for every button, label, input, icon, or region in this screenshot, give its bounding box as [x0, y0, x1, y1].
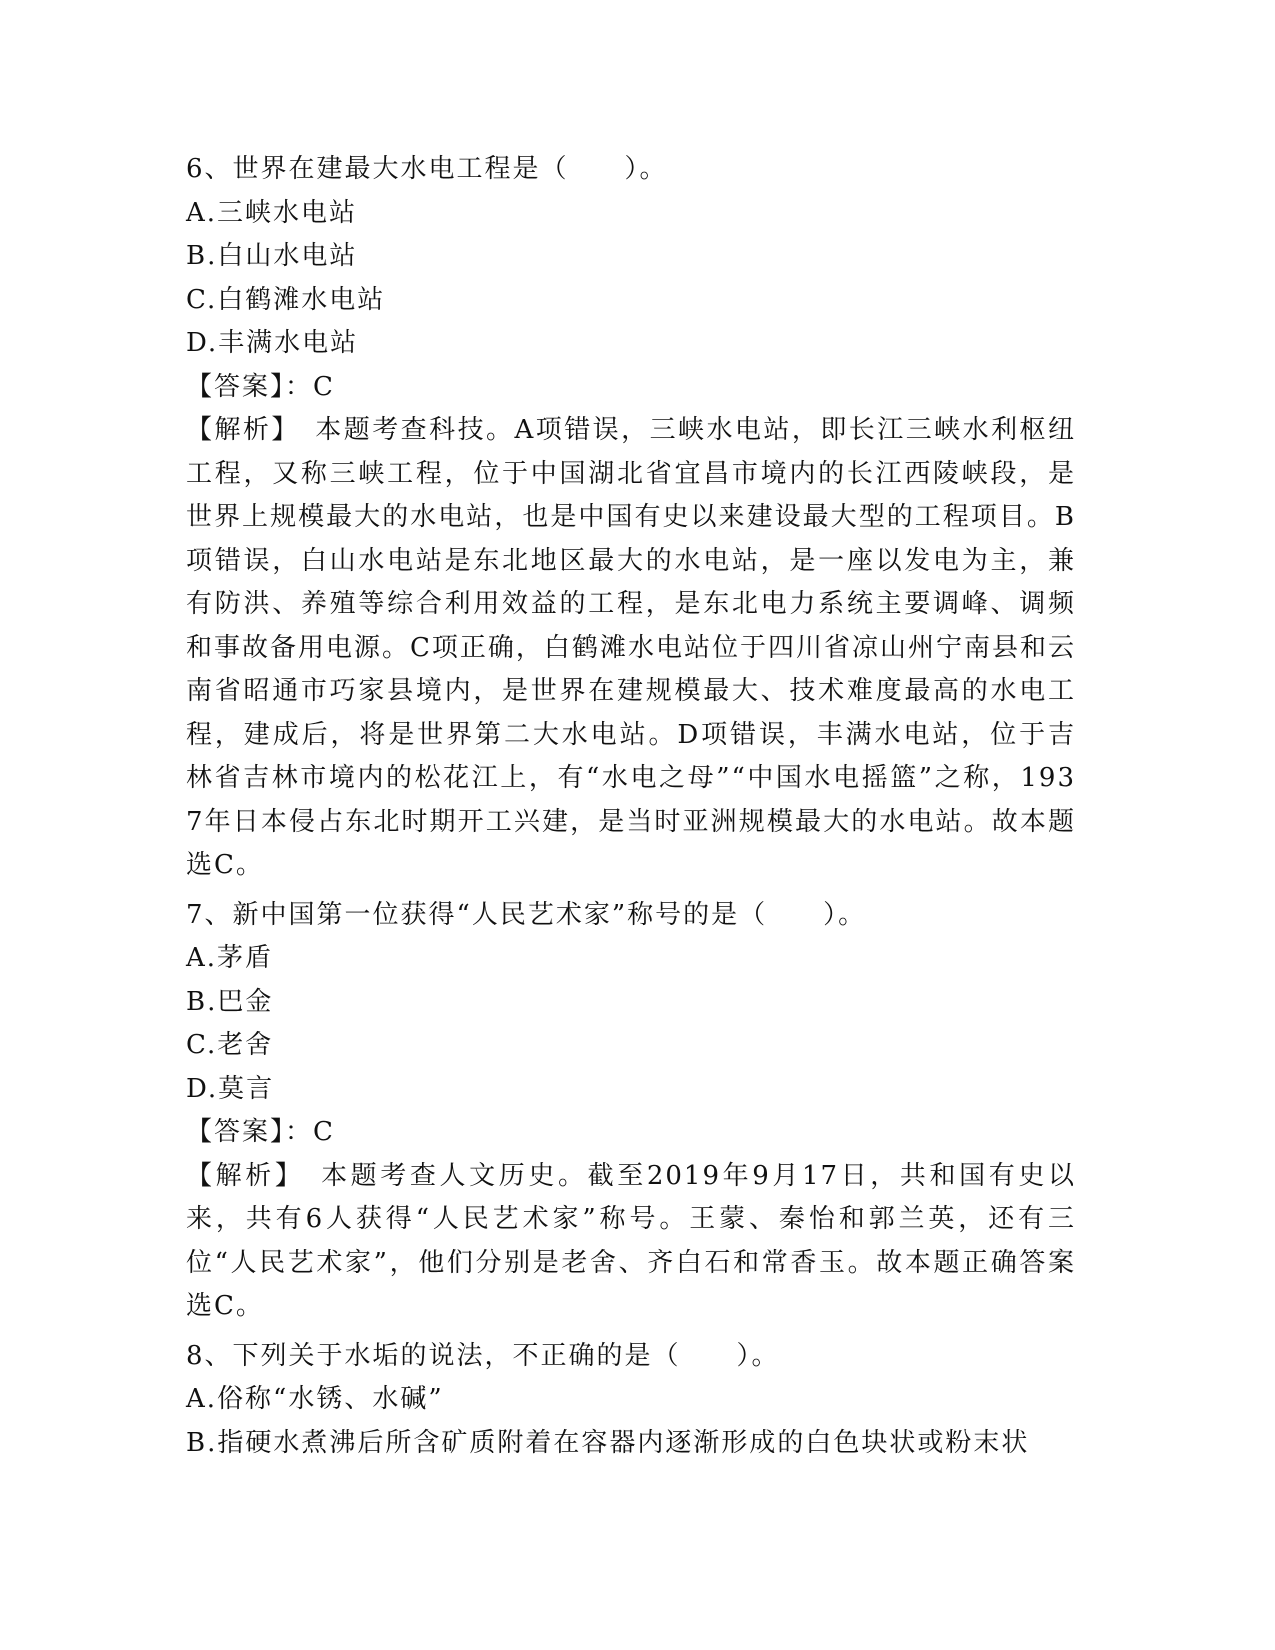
analysis-paragraph: 【解析】 本题考查科技。A项错误，三峡水电站，即长江三峡水利枢纽工程，又称三峡工程，位于中国湖北省宜昌市境内的长江西陵峡段，是世界上规模最大的水电站，也是中国有史以来建设最大型的工程项目。B项错误，白山水电站是东北地区最大的水电站，是一座以发电为主，兼有防洪、养殖等综合利用效益的工程，是东北电力系统主要调峰、调频和事故备用电源。C项正确，白鹤滩水电站位于四川省凉山州宁南县和云南省昭通市巧家县境内，是世界在建规模最大、技术难度最高的水电工程，建成后，将是世界第二大水电站。D项错误，丰满水电站，位于吉林省吉林市境内的松花江上，有“水电之母”“中国水电摇篮”之称，1937年日本侵占东北时期开工兴建，是当时亚洲规模最大的水电站。故本题选C。: [186, 415, 1076, 880]
option-b: B.巴金: [186, 986, 274, 1017]
option-b: B.指硬水煮沸后所含矿质附着在容器内逐渐形成的白色块状或粉末状: [186, 1427, 1030, 1458]
question-stem: 7、新中国第一位获得“人民艺术家”称号的是（ ）。: [186, 899, 867, 930]
question-stem: 8、下列关于水垢的说法，不正确的是（ ）。: [186, 1340, 780, 1371]
question-7: [186, 894, 1086, 1329]
option-c: C.白鹤滩水电站: [186, 284, 386, 315]
answer-line: 【答案】：C: [186, 371, 335, 402]
question-8: [186, 1335, 1086, 1466]
document-page: [186, 148, 1086, 1465]
question-stem: 6、世界在建最大水电工程是（ ）。: [186, 154, 668, 184]
option-a: A.茅盾: [186, 943, 274, 973]
question-6: [186, 148, 1086, 888]
option-c: C.老舍: [186, 1030, 274, 1060]
analysis-paragraph: 【解析】 本题考查人文历史。截至2019年9月17日，共和国有史以来，共有6人获得“人民艺术家”称号。王蒙、秦怡和郭兰英，还有三位“人民艺术家”，他们分别是老舍、齐白石和常香玉。故本题正确答案选C。: [186, 1160, 1076, 1321]
answer-line: 【答案】：C: [186, 1117, 335, 1147]
option-b: B.白山水电站: [186, 241, 358, 271]
option-d: D.丰满水电站: [186, 328, 359, 358]
option-d: D.莫言: [186, 1073, 275, 1104]
option-a: A.三峡水电站: [186, 197, 358, 228]
option-a: A.俗称“水锈、水碱”: [186, 1384, 444, 1414]
